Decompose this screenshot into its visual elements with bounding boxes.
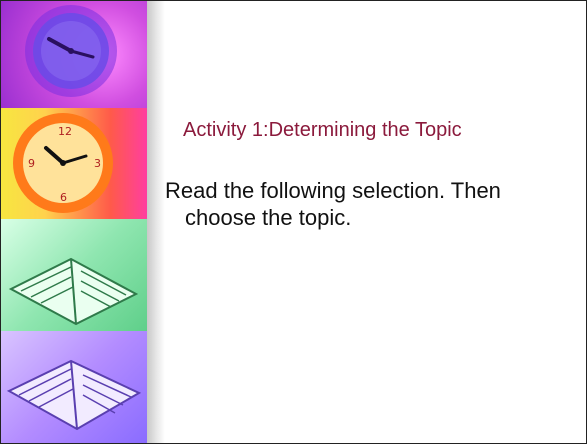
sidebar-shadow [147, 1, 165, 443]
alarm-clock-icon [1, 108, 147, 219]
svg-text:6: 6 [60, 191, 67, 204]
svg-text:12: 12 [58, 125, 72, 138]
body-line-2: choose the topic. [185, 205, 352, 230]
slide-title: Activity 1:Determining the Topic [183, 119, 462, 141]
clock-image-orange [1, 108, 147, 219]
book-image-violet [1, 331, 147, 443]
decorative-sidebar [1, 1, 147, 443]
body-line-1: Read the following selection. Then [165, 178, 501, 203]
book-icon [1, 219, 147, 331]
clock-icon [1, 1, 147, 108]
slide-body [165, 177, 575, 231]
svg-text:3: 3 [94, 157, 101, 170]
book-image-green [1, 219, 147, 331]
open-book-icon [1, 331, 147, 443]
clock-image-purple [1, 1, 147, 108]
svg-text:9: 9 [28, 157, 35, 170]
